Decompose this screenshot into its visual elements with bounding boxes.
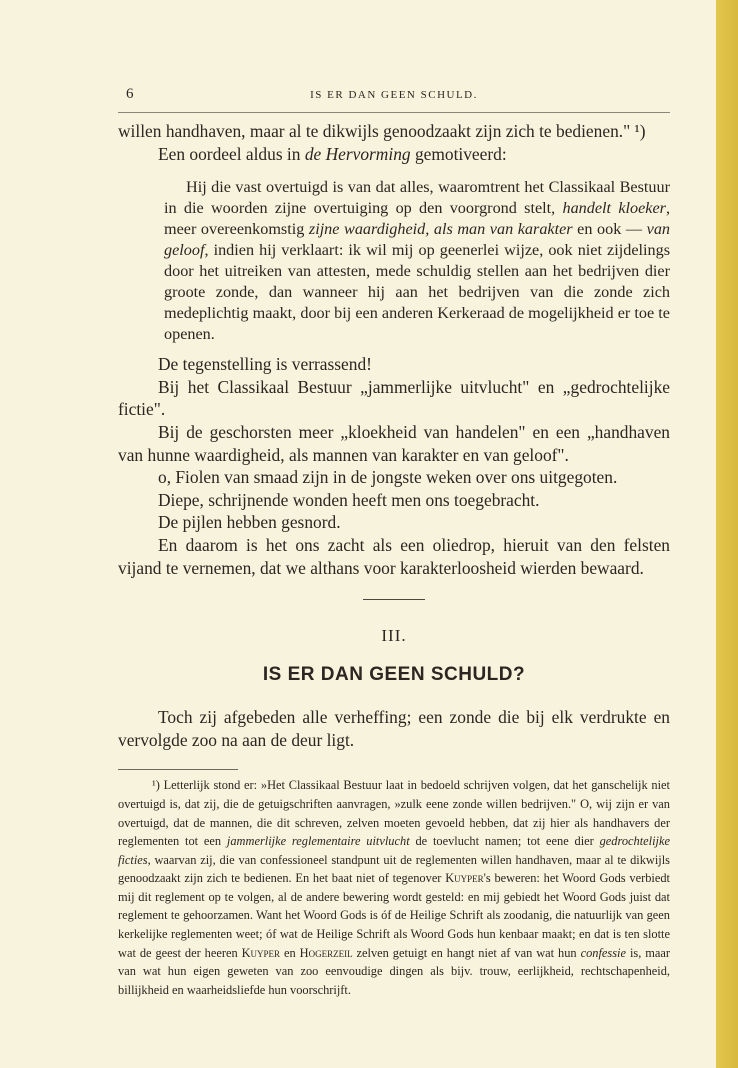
page-header: [118, 86, 670, 108]
paragraph: o, Fiolen van smaad zijn in de jongste weken over ons uitgegoten.: [158, 467, 618, 488]
page-edge: [716, 0, 738, 1068]
paragraph: Bij het Classikaal Bestuur „jammerlijke uitvlucht" en „gedrochtelijke fictie".: [118, 376, 670, 420]
section-divider: [363, 599, 425, 600]
paragraph: Bij de geschorsten meer „kloekheid van handelen" en een „handhaven van hunne waardigheid, als mannen van karakter en van geloof".: [118, 421, 670, 465]
block-quote: Hij die vast overtuigd is van dat alles, waaromtrent het Classikaal Bestuur in die woorden zijne overtuiging op den voorgrond stelt, handelt kloeker, meer overeenkomstig zijne waardigheid, als man van karakter en ook — van geloof, indien hij verklaart: ik wil mij op geenerlei wijze, ook niet zijdelings door het uitreiken van attesten, mede schuldig stellen aan het bedrijven dier groote zonde, dan wanneer hij aan het bedrijven van die zonde zich medeplichtig maakt, door bij een anderen Kerkeraad de mogelijkheid er toe te openen.: [164, 178, 671, 344]
page-number: 6: [126, 86, 134, 102]
source-title: de Hervorming: [304, 143, 411, 164]
paragraph: Diepe, schrijnende wonden heeft men ons toegebracht.: [158, 489, 540, 510]
paragraph: En daarom is het ons zacht als een oliedrop, hieruit van den felsten vijand te vernemen, dat we althans voor karakterloosheid wierden bewaard.: [118, 534, 670, 578]
section-paragraph: Toch zij afgebeden alle verheffing; een zonde die bij elk verdrukte en vervolgde zoo na aan de deur ligt.: [118, 707, 670, 750]
paragraph-intro: Een oordeel aldus in de Hervorming gemotiveerd:: [158, 143, 507, 164]
footnote-rule: [118, 769, 238, 770]
footnote: ¹) Letterlijk stond er: »Het Classikaal Bestuur laat in bedoeld schrijven volgen, dat het ganschelijk niet overtuigd is, dat zij, die de getuigschriften aanvragen, »zulk eene zonde willen bedrijven." O, wij zijn er van overtuigd, dat de mannen, die dit schreven, zelven moeten gevoeld hebben, dat zij hier als handhavers der reglementen tot een jammerlijke reglementaire uitvlucht de toevlucht namen; tot eene dier gedrochtelijke ficties, waarvan zij, die van confessioneel standpunt uit de reglementen willen handhaven, maar al te dikwijls genoodzaakt zijn zich te bedienen. En het baat niet of tegenover Kuyper's beweren: het Woord Gods verbiedt mij dit reglement op te volgen, al de andere bewering wordt gesteld: en mij gebiedt het Woord Gods juist dat reglement te gehoorzamen. Want het Woord Gods is óf de Heilige Schrift als zoodanig, die natuurlijk van geen kerkelijke reglementen weet; óf wat de Heilige Schrift als Woord Gods hun kenbaar maakt; en dat is ten slotte wat de geest der heeren Kuyper en Hogerzeil zelven getuigt en hangt niet af van wat hun confessie is, maar van wat hun eigen geweten van zoo eenvoudige dingen als bijv. trouw, eerlijkheid, rechtschapenheid, billijkheid en waarheidsliefde hun voorschrijft.: [118, 778, 671, 997]
paragraph: De tegenstelling is verrassend!: [158, 354, 372, 375]
section-number: III.: [381, 626, 407, 646]
paragraph: De pijlen hebben gesnord.: [158, 512, 341, 533]
header-rule: [118, 112, 670, 113]
section-title: IS ER DAN GEEN SCHULD?: [262, 664, 526, 686]
page-body: [118, 120, 670, 999]
paragraph-continuation: willen handhaven, maar al te dikwijls genoodzaakt zijn zich te bedienen." ¹): [118, 121, 646, 141]
running-title: IS ER DAN GEEN SCHULD.: [310, 89, 478, 101]
